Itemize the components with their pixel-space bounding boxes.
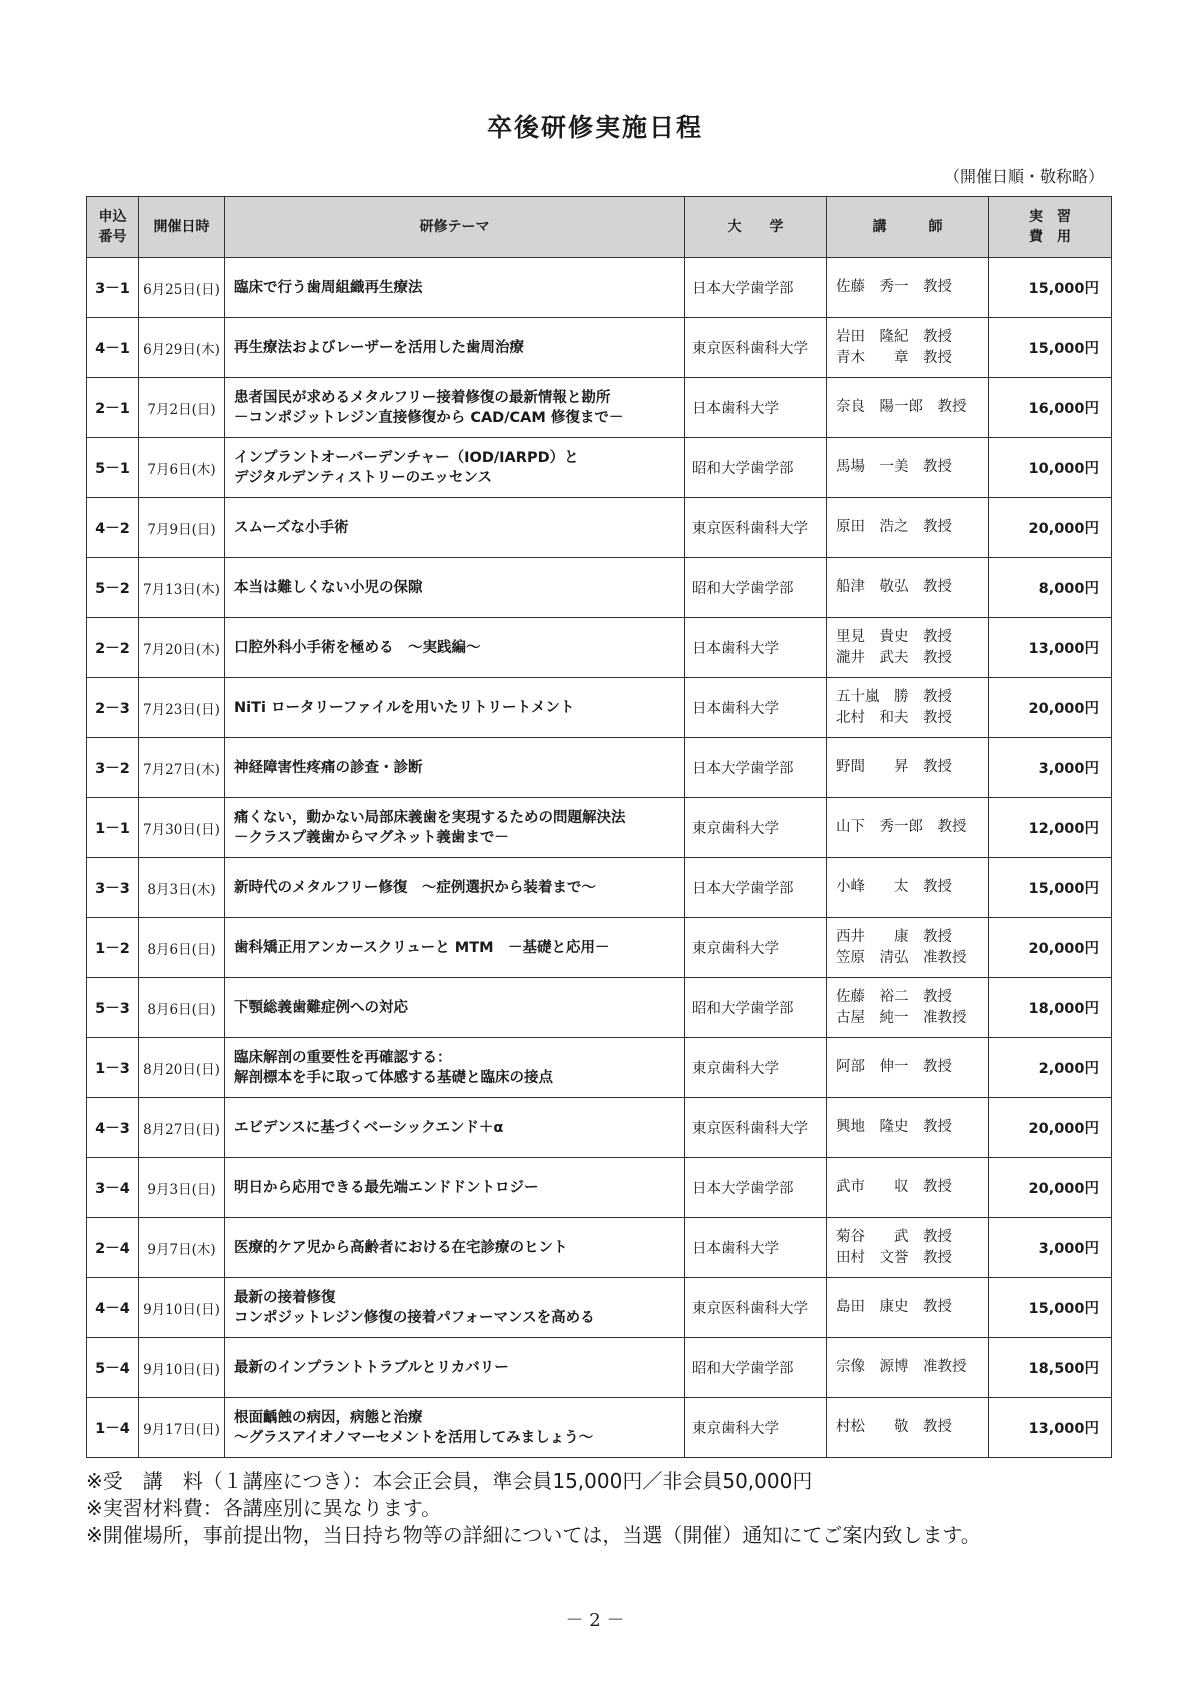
course-date: 7月27日(木) [139,738,225,798]
course-university: 日本大学歯学部 [685,858,827,918]
course-number: 3－2 [87,738,139,798]
course-theme [225,558,685,618]
course-theme [225,858,685,918]
table-row [87,378,1112,438]
course-fee: 15,000円 [989,258,1112,318]
course-date: 7月20日(木) [139,618,225,678]
lecturer-name: 宗像 源博 准教授 [836,1359,967,1375]
course-university: 昭和大学歯学部 [685,438,827,498]
course-theme [225,618,685,678]
course-university: 日本大学歯学部 [685,738,827,798]
course-date: 9月3日(日) [139,1158,225,1218]
course-number: 3－3 [87,858,139,918]
course-number: 1－1 [87,798,139,858]
course-theme-line: NiTi ロータリーファイルを用いたリトリートメント [234,699,575,716]
lecturer-name: 岩田 隆紀 教授 [836,328,952,345]
course-lecturers [827,1278,989,1338]
course-theme [225,438,685,498]
lecturer-name: 田村 文誉 教授 [836,1249,952,1266]
lecturer-name: 笠原 清弘 准教授 [836,949,967,966]
course-fee: 13,000円 [989,1398,1112,1458]
course-theme [225,498,685,558]
course-number: 2－3 [87,678,139,738]
course-lecturers [827,1038,989,1098]
course-theme [225,1338,685,1398]
course-lecturers [827,258,989,318]
header-lecturer: 講 師 [827,197,989,258]
table-row [87,498,1112,558]
header-no [87,197,139,258]
course-number: 2－2 [87,618,139,678]
course-number: 1－4 [87,1398,139,1458]
course-number: 2－4 [87,1218,139,1278]
table-row [87,918,1112,978]
lecturer-name: 佐藤 裕二 教授 [836,988,952,1005]
footer-note-material: ※実習材料費：各講座別に異なります。 [86,1496,442,1520]
course-lecturers [827,558,989,618]
table-row [87,558,1112,618]
course-number: 5－1 [87,438,139,498]
header-fee-line: 費 用 [1029,229,1071,245]
course-theme-line: 痛くない，動かない局部床義歯を実現するための問題解決法 [234,809,626,826]
lecturer-name: 興地 隆史 教授 [836,1119,952,1135]
course-theme [225,738,685,798]
course-lecturers [827,318,989,378]
course-theme-line: 臨床で行う歯周組織再生療法 [234,279,423,296]
course-date: 9月7日(木) [139,1218,225,1278]
course-date: 7月23日(日) [139,678,225,738]
course-theme [225,978,685,1038]
course-date: 8月6日(日) [139,978,225,1038]
course-theme-line: 本当は難しくない小児の保隙 [234,579,423,596]
table-row [87,258,1112,318]
lecturer-name: 五十嵐 勝 教授 [836,688,952,705]
course-lecturers [827,858,989,918]
lecturer-name: 野間 昇 教授 [836,759,952,775]
course-fee: 15,000円 [989,1278,1112,1338]
course-university: 日本大学歯学部 [685,258,827,318]
lecturer-name: 奈良 陽一郎 教授 [836,399,967,415]
table-row [87,1218,1112,1278]
course-university: 東京歯科大学 [685,918,827,978]
course-number: 4－1 [87,318,139,378]
course-date: 8月27日(日) [139,1098,225,1158]
course-number: 4－4 [87,1278,139,1338]
course-theme-line: スムーズな小手術 [234,519,349,536]
lecturer-name: 小峰 太 教授 [836,879,952,895]
lecturer-name: 村松 敬 教授 [836,1419,952,1435]
course-lecturers [827,918,989,978]
course-number: 3－4 [87,1158,139,1218]
course-number: 5－2 [87,558,139,618]
lecturer-name: 北村 和夫 教授 [836,709,952,726]
course-theme-line: 下顎総義歯難症例への対応 [234,999,408,1016]
table-row [87,1038,1112,1098]
course-lecturers [827,978,989,1038]
course-fee: 20,000円 [989,678,1112,738]
course-date: 6月25日(日) [139,258,225,318]
table-header [87,197,1112,258]
lecturer-name: 武市 収 教授 [836,1179,952,1195]
course-lecturers [827,1338,989,1398]
course-theme-line: 最新の接着修復 [234,1289,336,1306]
schedule-table [86,196,1112,1458]
course-fee: 3,000円 [989,1218,1112,1278]
table-row [87,978,1112,1038]
course-university: 日本歯科大学 [685,378,827,438]
course-date: 6月29日(木) [139,318,225,378]
course-fee: 8,000円 [989,558,1112,618]
course-university: 東京歯科大学 [685,1398,827,1458]
course-university: 昭和大学歯学部 [685,1338,827,1398]
course-university: 東京歯科大学 [685,798,827,858]
course-theme-line: デジタルデンティストリーのエッセンス [234,469,492,486]
lecturer-name: 瀧井 武夫 教授 [836,649,952,666]
course-theme-line: －コンポジットレジン直接修復から CAD/CAM 修復まで－ [234,409,624,426]
course-theme-line: 明日から応用できる最先端エンドドントロジー [234,1179,539,1196]
course-theme-line: 新時代のメタルフリー修復 ～症例選択から装着まで～ [234,879,596,896]
course-lecturers [827,378,989,438]
course-lecturers [827,1218,989,1278]
table-row [87,738,1112,798]
course-number: 5－4 [87,1338,139,1398]
course-theme [225,1038,685,1098]
header-no-line: 申込 [98,209,127,225]
lecturer-name: 原田 浩之 教授 [836,519,952,535]
table-row [87,1398,1112,1458]
course-theme-line: 歯科矯正用アンカースクリューと MTM －基礎と応用－ [234,939,610,956]
course-theme [225,378,685,438]
course-lecturers [827,1158,989,1218]
course-fee: 20,000円 [989,498,1112,558]
course-theme [225,1278,685,1338]
course-date: 7月30日(日) [139,798,225,858]
course-theme [225,798,685,858]
course-number: 1－2 [87,918,139,978]
footer-note-fee: ※受 講 料（１講座につき）：本会正会員，準会員15,000円／非会員50,000円 [86,1469,813,1493]
lecturer-name: 菊谷 武 教授 [836,1228,952,1245]
course-date: 7月6日(木) [139,438,225,498]
course-university: 日本大学歯学部 [685,1158,827,1218]
course-date: 8月6日(日) [139,918,225,978]
course-fee: 2,000円 [989,1038,1112,1098]
course-theme [225,258,685,318]
table-row [87,1098,1112,1158]
course-university: 東京医科歯科大学 [685,1278,827,1338]
course-number: 4－3 [87,1098,139,1158]
course-lecturers [827,1098,989,1158]
lecturer-name: 馬場 一美 教授 [836,459,952,475]
table-row [87,318,1112,378]
lecturer-name: 青木 章 教授 [836,349,952,366]
lecturer-name: 島田 康史 教授 [836,1299,952,1315]
course-theme-line: 根面齲蝕の病因，病態と治療 [234,1409,423,1426]
course-fee: 15,000円 [989,858,1112,918]
course-date: 9月10日(日) [139,1338,225,1398]
course-fee: 20,000円 [989,918,1112,978]
course-date: 8月3日(木) [139,858,225,918]
course-fee: 18,500円 [989,1338,1112,1398]
course-fee: 3,000円 [989,738,1112,798]
course-lecturers [827,798,989,858]
course-lecturers [827,1398,989,1458]
course-theme [225,1098,685,1158]
course-theme-line: 臨床解剖の重要性を再確認する： [234,1049,452,1066]
table-row [87,618,1112,678]
course-date: 7月2日(日) [139,378,225,438]
course-theme-line: 患者国民が求めるメタルフリー接着修復の最新情報と勘所 [234,389,611,406]
course-university: 東京歯科大学 [685,1038,827,1098]
header-fee-line: 実 習 [1029,209,1071,225]
table-row [87,798,1112,858]
header-fee [989,197,1112,258]
course-university: 東京医科歯科大学 [685,1098,827,1158]
course-theme-line: ～グラスアイオノマーセメントを活用してみましょう～ [234,1429,594,1446]
course-fee: 18,000円 [989,978,1112,1038]
lecturer-name: 船津 敬弘 教授 [836,579,952,595]
course-date: 9月10日(日) [139,1278,225,1338]
course-theme-line: エビデンスに基づくベーシックエンド＋α [234,1119,504,1136]
course-theme [225,1218,685,1278]
course-university: 日本歯科大学 [685,678,827,738]
lecturer-name: 西井 康 教授 [836,928,952,945]
header-univ: 大 学 [685,197,827,258]
lecturer-name: 佐藤 秀一 教授 [836,279,952,295]
lecturer-name: 古屋 純一 准教授 [836,1009,967,1026]
course-theme [225,1398,685,1458]
course-fee: 10,000円 [989,438,1112,498]
course-theme-line: 医療的ケア児から高齢者における在宅診療のヒント [234,1239,568,1256]
course-university: 東京医科歯科大学 [685,318,827,378]
course-number: 2－1 [87,378,139,438]
table-row [87,1158,1112,1218]
course-theme-line: 再生療法およびレーザーを活用した歯周治療 [234,339,524,356]
page-title: 卒後研修実施日程 [486,113,703,142]
lecturer-name: 阿部 伸一 教授 [836,1059,952,1075]
course-lecturers [827,738,989,798]
course-theme-line: インプラントオーバーデンチャー（IOD/IARPD）と [234,449,579,466]
course-fee: 15,000円 [989,318,1112,378]
course-date: 7月13日(木) [139,558,225,618]
course-theme-line: 解剖標本を手に取って体感する基礎と臨床の接点 [234,1069,553,1086]
course-lecturers [827,618,989,678]
course-fee: 12,000円 [989,798,1112,858]
course-theme [225,678,685,738]
course-number: 1－3 [87,1038,139,1098]
course-number: 3－1 [87,258,139,318]
course-theme [225,918,685,978]
course-fee: 13,000円 [989,618,1112,678]
course-university: 日本歯科大学 [685,618,827,678]
course-number: 4－2 [87,498,139,558]
course-fee: 20,000円 [989,1098,1112,1158]
course-university: 昭和大学歯学部 [685,558,827,618]
table-row [87,858,1112,918]
course-theme-line: 神経障害性疼痛の診査・診断 [234,759,423,776]
course-lecturers [827,678,989,738]
footer-notes [86,1468,981,1549]
course-date: 7月9日(日) [139,498,225,558]
page-number: － 2 － [565,1610,625,1631]
course-lecturers [827,498,989,558]
header-date: 開催日時 [139,197,225,258]
table-row [87,678,1112,738]
course-fee: 20,000円 [989,1158,1112,1218]
course-university: 日本歯科大学 [685,1218,827,1278]
table-body [87,258,1112,1458]
course-fee: 16,000円 [989,378,1112,438]
header-theme: 研修テーマ [225,197,685,258]
course-theme-line: コンポジットレジン修復の接着パフォーマンスを高める [234,1309,595,1326]
sort-note: （開催日順・敬称略） [943,167,1104,186]
course-number: 5－3 [87,978,139,1038]
lecturer-name: 山下 秀一郎 教授 [836,819,967,835]
course-theme-line: 口腔外科小手術を極める ～実践編～ [234,639,481,656]
course-theme-line: －クラスプ義歯からマグネット義歯まで－ [234,829,509,846]
course-university: 東京医科歯科大学 [685,498,827,558]
footer-note-venue: ※開催場所，事前提出物，当日持ち物等の詳細については，当選（開催）通知にてご案内致します。 [86,1523,981,1547]
course-university: 昭和大学歯学部 [685,978,827,1038]
course-theme-line: 最新のインプラントトラブルとリカバリー [234,1359,509,1376]
header-no-line: 番号 [98,229,127,245]
lecturer-name: 里見 貴史 教授 [836,628,952,645]
course-lecturers [827,438,989,498]
table-row [87,1338,1112,1398]
course-theme [225,1158,685,1218]
course-theme [225,318,685,378]
table-row [87,1278,1112,1338]
course-date: 9月17日(日) [139,1398,225,1458]
course-date: 8月20日(日) [139,1038,225,1098]
table-row [87,438,1112,498]
